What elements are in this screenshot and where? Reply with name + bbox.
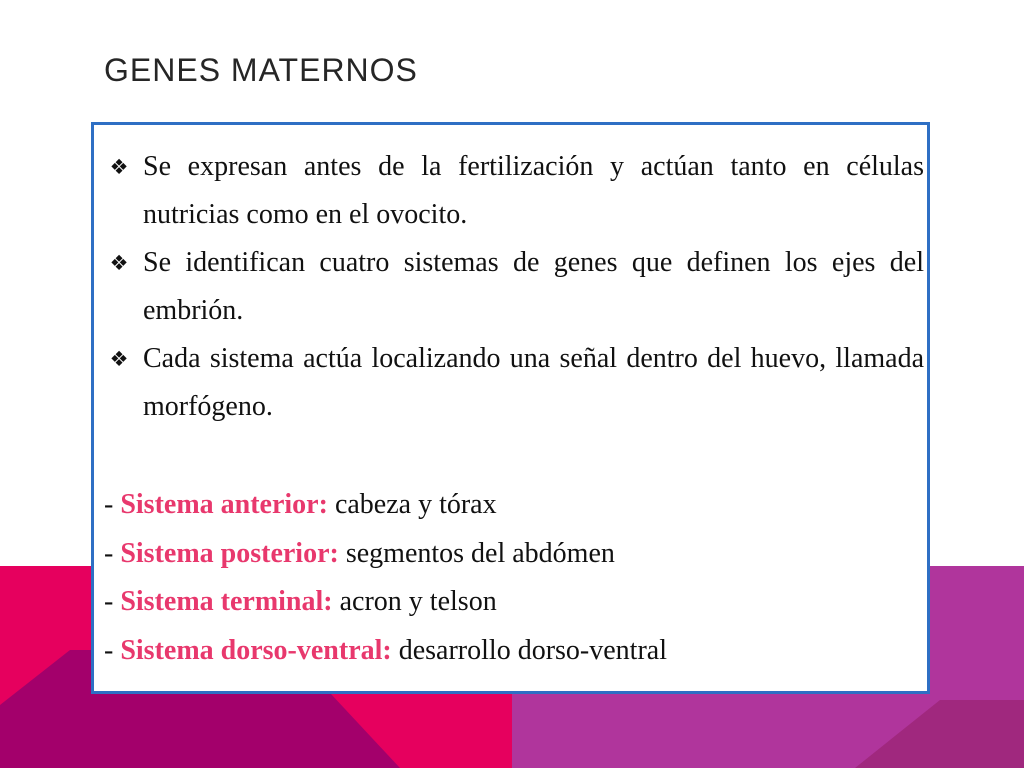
- bullet-item: [104, 143, 924, 239]
- system-desc: segmentos del abdómen: [338, 537, 615, 569]
- system-desc: acron y telson: [332, 586, 497, 617]
- system-name: Sistema posterior:: [120, 537, 339, 569]
- system-prefix: -: [104, 634, 121, 666]
- bullet-text: Se expresan antes de la fertilización y actúan tanto en células nutricias como en el ovocito.: [143, 151, 924, 230]
- system-name: Sistema dorso-ventral:: [120, 634, 392, 666]
- system-name: Sistema anterior:: [120, 489, 328, 520]
- bullet-text: Se identifican cuatro sistemas de genes que definen los ejes del embrión.: [143, 247, 924, 326]
- system-row: [104, 530, 924, 579]
- diamond-bullet-icon: ❖: [109, 347, 129, 371]
- bullet-list: [104, 143, 924, 431]
- diamond-bullet-icon: ❖: [109, 251, 129, 275]
- diamond-bullet-icon: ❖: [109, 155, 129, 179]
- systems-list: [104, 481, 924, 675]
- bullet-item: [104, 335, 924, 431]
- slide-title: GENES MATERNOS: [104, 52, 418, 88]
- bullet-text: Cada sistema actúa localizando una señal dentro del huevo, llamada morfógeno.: [143, 343, 924, 422]
- system-desc: desarrollo dorso-ventral: [391, 634, 667, 666]
- system-prefix: -: [104, 489, 121, 520]
- bullet-item: [104, 239, 924, 335]
- system-name: Sistema terminal:: [120, 586, 333, 617]
- system-desc: cabeza y tórax: [327, 489, 497, 520]
- system-row: [104, 578, 924, 627]
- system-row: [104, 481, 924, 530]
- content-box: [91, 122, 930, 694]
- system-row: [104, 627, 924, 676]
- system-prefix: -: [104, 586, 121, 617]
- system-prefix: -: [104, 537, 121, 569]
